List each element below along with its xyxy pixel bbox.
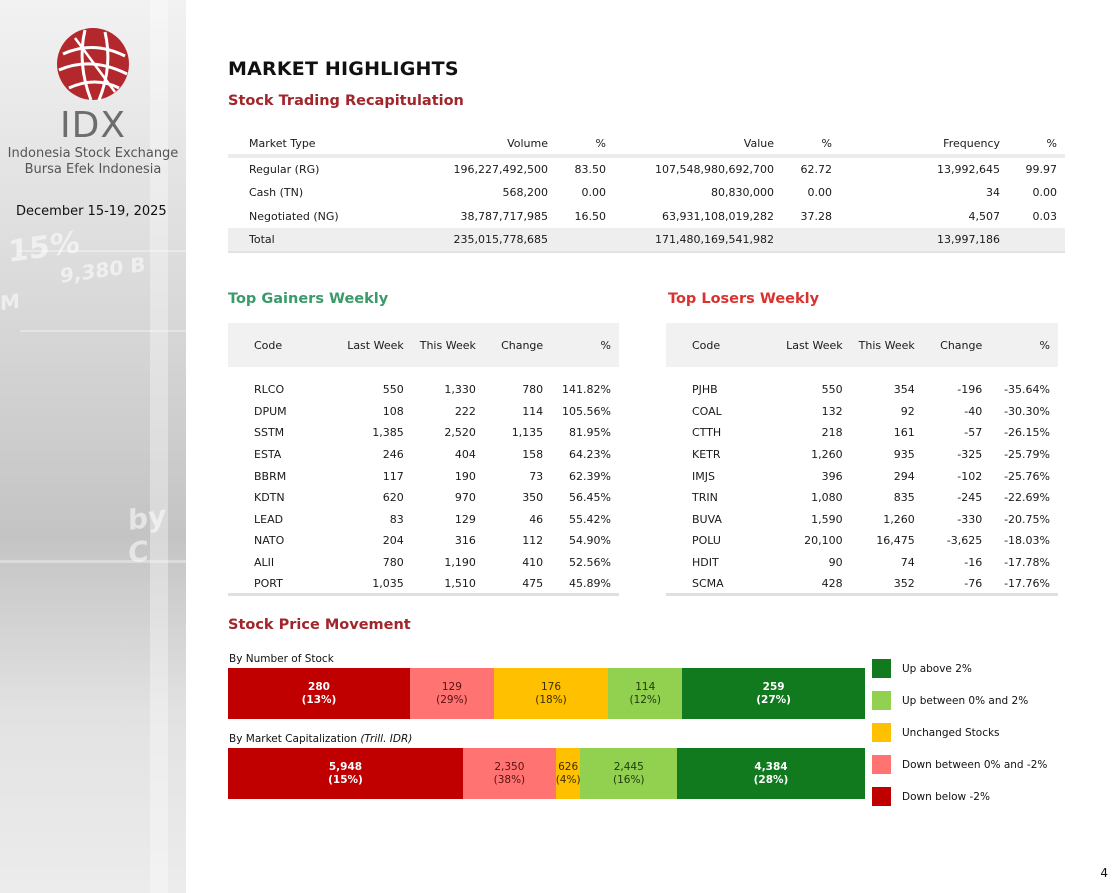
cell: -102 [957, 469, 983, 483]
cell: 16.50 [574, 209, 606, 223]
table-row [228, 422, 619, 444]
col-header: Last Week [761, 323, 851, 367]
bar-segment-down-below [228, 668, 410, 719]
by-cap-label [229, 733, 412, 745]
cell: ALII [254, 556, 275, 570]
table-header-row [228, 132, 1065, 156]
cell: KDTN [254, 491, 285, 505]
cell: 45.89% [551, 573, 619, 595]
cell: 107,548,980,692,700 [655, 162, 774, 176]
legend-label: Down below -2% [902, 790, 990, 803]
cell: SSTM [254, 426, 285, 440]
segment-value: 4,384 [754, 760, 788, 773]
cell: CTTH [692, 426, 722, 440]
cell: 13,992,645 [937, 162, 1000, 176]
cell: Regular (RG) [249, 162, 320, 176]
segment-percent: (28%) [753, 773, 789, 786]
segment-percent: (27%) [756, 693, 791, 706]
cell: 161 [893, 426, 915, 440]
cell: 54.90% [569, 534, 611, 548]
cell: -40 [964, 404, 983, 418]
cell: 83 [389, 512, 404, 526]
cell: 1,330 [444, 383, 476, 397]
cell: 117 [382, 469, 404, 483]
cell: 2,520 [444, 426, 476, 440]
segment-percent: (12%) [629, 693, 661, 706]
cell [556, 228, 614, 252]
table-row [228, 379, 619, 401]
cell: -3,625 [946, 534, 983, 548]
cell: 246 [382, 448, 404, 462]
cell: 396 [821, 469, 843, 483]
table-row [228, 180, 1065, 204]
col-header: Value [614, 132, 782, 156]
logo-tagline-1: Indonesia Stock Exchange [7, 146, 179, 161]
bar-segment-up-between [608, 668, 682, 719]
segment-value: 114 [635, 680, 656, 693]
cell: 218 [821, 426, 843, 440]
legend-item-down-below [872, 787, 990, 806]
table-row [228, 487, 619, 509]
table-row [228, 509, 619, 531]
cell: IMJS [692, 469, 715, 483]
cell: Negotiated (NG) [249, 209, 339, 223]
report-date: December 15-19, 2025 [16, 204, 167, 219]
cell: KETR [692, 448, 721, 462]
cell: 780 [382, 556, 404, 570]
cell: TRIN [692, 491, 718, 505]
col-header: % [556, 132, 614, 156]
table-spacer [666, 367, 1058, 379]
cell: -18.03% [1004, 534, 1050, 548]
by-number-label: By Number of Stock [229, 653, 334, 665]
idx-globe-icon [55, 26, 131, 102]
cell: -30.30% [1004, 404, 1050, 418]
cell: 52.56% [569, 556, 611, 570]
by-cap-label-unit: (Trill. IDR) [360, 733, 413, 745]
cell: 158 [522, 448, 544, 462]
idx-logo [0, 26, 186, 178]
legend-item-down-between [872, 755, 1047, 774]
cell: -330 [957, 512, 983, 526]
legend-item-up-above [872, 659, 972, 678]
cell: 190 [454, 469, 476, 483]
table-row [228, 444, 619, 466]
table-row [666, 401, 1058, 423]
col-header: % [782, 132, 840, 156]
cell: 1,260 [883, 512, 915, 526]
col-header: % [990, 323, 1058, 367]
cell: 38,787,717,985 [460, 209, 548, 223]
cell: 80,830,000 [711, 185, 774, 199]
segment-value: 2,445 [613, 760, 644, 773]
cell: 105.56% [562, 404, 611, 418]
cell: 13,997,186 [840, 228, 1008, 252]
cell: 64.23% [569, 448, 611, 462]
cell: -25.79% [1004, 448, 1050, 462]
cell: 404 [454, 448, 476, 462]
legend-item-up-between [872, 691, 1028, 710]
cell: 235,015,778,685 [368, 228, 556, 252]
cell: 0.03 [1032, 209, 1057, 223]
cell: 81.95% [569, 426, 611, 440]
cell: 4,507 [968, 209, 1000, 223]
table-row [666, 465, 1058, 487]
cell: 568,200 [502, 185, 548, 199]
col-header: Code [228, 323, 322, 367]
table-row [666, 509, 1058, 531]
cell: 550 [821, 383, 843, 397]
cell: -76 [923, 573, 991, 595]
cell: 0.00 [581, 185, 606, 199]
cell: 354 [893, 383, 915, 397]
cell: 1,190 [444, 556, 476, 570]
cell [782, 228, 840, 252]
col-header: Last Week [322, 323, 412, 367]
legend-swatch [872, 659, 891, 678]
cell: 1,260 [811, 448, 843, 462]
cell: 90 [828, 556, 843, 570]
cell: 0.00 [1032, 185, 1057, 199]
spacer-cell [666, 367, 1058, 379]
page-title: MARKET HIGHLIGHTS [228, 58, 459, 80]
page-number: 4 [1100, 866, 1108, 880]
table-row [666, 444, 1058, 466]
by-cap-label-main: By Market Capitalization [229, 733, 361, 745]
table-header-row [228, 323, 619, 367]
cell: -57 [964, 426, 983, 440]
col-header: Change [923, 323, 991, 367]
cell: DPUM [254, 404, 287, 418]
background-ticker-graphic: 15% [8, 224, 80, 271]
table-row [228, 156, 1065, 180]
cell: 204 [382, 534, 404, 548]
cell: 970 [454, 491, 476, 505]
cell: 1,080 [811, 491, 843, 505]
col-header: % [551, 323, 619, 367]
logo-tagline-2: Bursa Efek Indonesia [24, 162, 162, 177]
legend-label: Up above 2% [902, 662, 972, 675]
cell: 108 [382, 404, 404, 418]
table-row [666, 530, 1058, 552]
recap-title: Stock Trading Recapitulation [228, 93, 464, 109]
cell: 352 [851, 573, 923, 595]
table-row [228, 552, 619, 574]
logo-wordmark: IDX [60, 105, 126, 146]
segment-percent: (15%) [328, 773, 363, 786]
cell: 0.00 [807, 185, 832, 199]
cell: PJHB [692, 383, 718, 397]
cell: RLCO [254, 383, 285, 397]
segment-value: 259 [762, 680, 785, 693]
col-header: Market Type [228, 132, 368, 156]
cell: 55.42% [569, 512, 611, 526]
movement-title: Stock Price Movement [228, 617, 411, 633]
cell: 316 [454, 534, 476, 548]
segment-value: 176 [540, 680, 562, 693]
cell: 83.50 [574, 162, 606, 176]
by-number-bar [228, 668, 865, 719]
cell: PORT [228, 573, 322, 595]
background-ticker-graphic-3: M [0, 288, 20, 316]
cell: -17.78% [1004, 556, 1050, 570]
cell: 196,227,492,500 [453, 162, 548, 176]
top-gainers-table [228, 323, 619, 596]
col-header: This Week [851, 323, 923, 367]
cell: 99.97 [1025, 162, 1057, 176]
table-row [666, 422, 1058, 444]
segment-percent: (4%) [555, 773, 581, 786]
cell: 780 [522, 383, 544, 397]
table-row [666, 573, 1058, 595]
cell: 1,385 [372, 426, 404, 440]
background-ticker-graphic-2: 9,380 B [60, 251, 146, 289]
segment-percent: (16%) [613, 773, 645, 786]
cell [1008, 228, 1065, 252]
cell: COAL [692, 404, 722, 418]
cell: 46 [529, 512, 544, 526]
losers-title: Top Losers Weekly [668, 291, 820, 307]
table-header-row [666, 323, 1058, 367]
table-row [666, 552, 1058, 574]
bar-segment-down-between [410, 668, 494, 719]
legend-label: Down between 0% and -2% [902, 758, 1048, 771]
bar-segment-down-below [228, 748, 463, 799]
col-header: Volume [368, 132, 556, 156]
cell: 129 [454, 512, 476, 526]
cell: -245 [957, 491, 983, 505]
col-header: % [1008, 132, 1065, 156]
cell: 222 [454, 404, 476, 418]
trading-recap-table [228, 132, 1065, 253]
table-row [228, 401, 619, 423]
cell: 16,475 [876, 534, 915, 548]
col-header: Frequency [840, 132, 1008, 156]
cell: 835 [893, 491, 915, 505]
cell: Total [228, 228, 368, 252]
background-ticker-graphic-4: by C [128, 498, 167, 571]
total-row [228, 228, 1065, 252]
cell: 1,590 [811, 512, 843, 526]
cell: -20.75% [1004, 512, 1050, 526]
cell: 550 [382, 383, 404, 397]
segment-percent: (29%) [436, 693, 468, 706]
cell: -196 [957, 383, 983, 397]
cell: 92 [900, 404, 915, 418]
cell: -35.64% [1004, 383, 1050, 397]
legend-item-unchanged [872, 723, 1000, 742]
top-losers-table [666, 323, 1058, 596]
segment-percent: (38%) [493, 773, 526, 786]
cell: 620 [382, 491, 404, 505]
sidebar [0, 0, 186, 893]
cell: 63,931,108,019,282 [662, 209, 774, 223]
bar-segment-up-between [580, 748, 677, 799]
legend-swatch [872, 755, 891, 774]
cell: HDIT [692, 556, 719, 570]
segment-value: 626 [558, 760, 579, 773]
cell: 62.39% [569, 469, 611, 483]
bar-segment-down-between [463, 748, 556, 799]
segment-value: 5,948 [328, 760, 363, 773]
cell: -22.69% [1004, 491, 1050, 505]
col-header: Code [666, 323, 761, 367]
table-row [228, 204, 1065, 228]
cell: -16 [964, 556, 983, 570]
segment-percent: (18%) [535, 693, 567, 706]
segment-percent: (13%) [301, 693, 337, 706]
legend-swatch [872, 691, 891, 710]
cell: 112 [522, 534, 544, 548]
cell: 74 [900, 556, 915, 570]
cell: 62.72 [800, 162, 832, 176]
cell: 171,480,169,541,982 [614, 228, 782, 252]
cell: 20,100 [804, 534, 843, 548]
cell: Cash (TN) [249, 185, 304, 199]
gainers-title: Top Gainers Weekly [228, 291, 389, 307]
bar-segment-unchanged [556, 748, 581, 799]
cell: -325 [957, 448, 983, 462]
cell: 410 [522, 556, 544, 570]
cell: 294 [893, 469, 915, 483]
cell: -17.76% [990, 573, 1058, 595]
segment-value: 129 [441, 680, 462, 693]
cell: 114 [522, 404, 544, 418]
by-cap-bar [228, 748, 865, 799]
table-row [666, 379, 1058, 401]
cell: 56.45% [569, 491, 611, 505]
segment-value: 2,350 [494, 760, 525, 773]
cell: POLU [692, 534, 721, 548]
cell: 132 [821, 404, 843, 418]
table-row [228, 530, 619, 552]
cell: -26.15% [1004, 426, 1050, 440]
bar-segment-up-above [682, 668, 865, 719]
legend-label: Up between 0% and 2% [902, 694, 1029, 707]
table-row [228, 465, 619, 487]
cell: LEAD [254, 512, 284, 526]
cell: SCMA [666, 573, 761, 595]
spacer-cell [228, 367, 619, 379]
table-row [228, 573, 619, 595]
legend-label: Unchanged Stocks [902, 726, 1000, 739]
cell: 1,035 [322, 573, 412, 595]
bar-segment-up-above [677, 748, 865, 799]
col-header: This Week [412, 323, 484, 367]
cell: 428 [761, 573, 851, 595]
cell: 935 [893, 448, 915, 462]
legend-swatch [872, 723, 891, 742]
cell: 1,510 [412, 573, 484, 595]
cell: 475 [484, 573, 551, 595]
legend-swatch [872, 787, 891, 806]
cell: 350 [522, 491, 544, 505]
cell: BBRM [254, 469, 287, 483]
col-header: Change [484, 323, 551, 367]
cell: 34 [986, 185, 1000, 199]
cell: 1,135 [511, 426, 544, 440]
cell: 141.82% [562, 383, 611, 397]
cell: 73 [529, 469, 544, 483]
table-spacer [228, 367, 619, 379]
segment-value: 280 [308, 680, 330, 693]
cell: NATO [254, 534, 285, 548]
cell: BUVA [692, 512, 722, 526]
cell: ESTA [254, 448, 282, 462]
table-row [666, 487, 1058, 509]
cell: 37.28 [800, 209, 832, 223]
cell: -25.76% [1004, 469, 1050, 483]
bar-segment-unchanged [494, 668, 608, 719]
